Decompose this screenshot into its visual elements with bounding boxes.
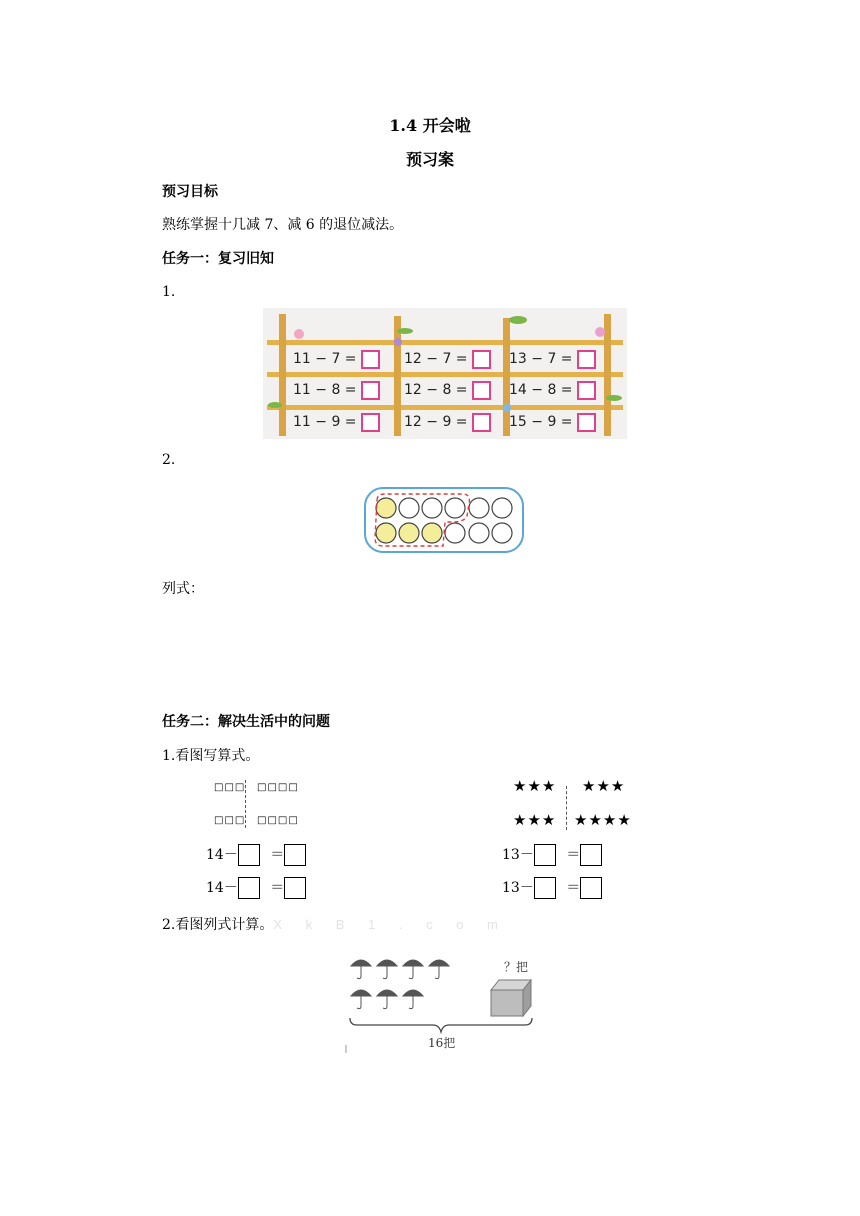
fence-equation: 11 − 7 = xyxy=(293,349,380,369)
fence-equation: 12 − 9 = xyxy=(404,412,491,432)
fence-equation: 14 − 8 = xyxy=(509,380,596,400)
expression-row: 13－ ＝ xyxy=(502,844,602,866)
task1-q2-label: 2. xyxy=(162,452,176,468)
task2-q2-label: 2.看图列式计算。X k B 1 . c o m xyxy=(162,917,508,933)
answer-box[interactable] xyxy=(577,381,596,400)
umbrella-icon xyxy=(377,990,397,1009)
divider xyxy=(566,786,567,830)
answer-box[interactable] xyxy=(472,350,491,369)
answer-box[interactable] xyxy=(361,350,380,369)
question-label: ？把 xyxy=(504,960,529,974)
expression-row: 13－ ＝ xyxy=(502,877,602,899)
task2-q1-label: 1.看图写算式。 xyxy=(162,748,260,764)
fence-equation: 15 − 9 = xyxy=(509,412,596,432)
fence-equation: 11 − 8 = xyxy=(293,380,380,400)
answer-box[interactable] xyxy=(577,413,596,432)
answer-box[interactable] xyxy=(534,877,556,899)
counter-frame-illustration xyxy=(363,486,525,554)
goal-heading: 预习目标 xyxy=(162,184,218,200)
lesson-subtitle: 预习案 xyxy=(405,150,454,169)
box-icon xyxy=(491,980,531,1016)
fence-equation: 12 − 7 = xyxy=(404,349,491,369)
formula-label: 列式： xyxy=(162,581,204,597)
lesson-title: 1.4 开会啦 xyxy=(389,116,471,135)
answer-box[interactable] xyxy=(534,844,556,866)
fence-equation: 12 − 8 = xyxy=(404,380,491,400)
square-group: □□□ xyxy=(214,815,246,826)
star-group: ★★★ xyxy=(582,777,626,795)
umbrella-icon xyxy=(403,990,423,1009)
fence-equation: 11 − 9 = xyxy=(293,412,380,432)
expression-row: 14－ ＝ xyxy=(206,877,306,899)
expression-row: 14－ ＝ xyxy=(206,844,306,866)
umbrella-icon xyxy=(351,990,371,1009)
watermark: X k B 1 . c o m xyxy=(273,917,508,932)
square-group: □□□ xyxy=(214,782,246,793)
answer-box[interactable] xyxy=(284,877,306,899)
fence-illustration xyxy=(263,308,627,439)
answer-box[interactable] xyxy=(577,350,596,369)
answer-box[interactable] xyxy=(238,877,260,899)
total-label: 16把 xyxy=(428,1036,456,1050)
answer-box[interactable] xyxy=(580,844,602,866)
answer-box[interactable] xyxy=(284,844,306,866)
answer-box[interactable] xyxy=(580,877,602,899)
star-group: ★★★★ xyxy=(574,811,632,829)
fence-equation: 13 − 7 = xyxy=(509,349,596,369)
goal-text: 熟练掌握十几减 7、减 6 的退位减法。 xyxy=(162,217,404,233)
umbrella-icon xyxy=(403,960,423,979)
answer-box[interactable] xyxy=(472,381,491,400)
answer-box[interactable] xyxy=(361,381,380,400)
square-group: □□□□ xyxy=(257,782,299,793)
star-group: ★★★ xyxy=(513,811,557,829)
umbrella-icon xyxy=(377,960,397,979)
task2-heading: 任务二：解决生活中的问题 xyxy=(162,714,330,730)
answer-box[interactable] xyxy=(472,413,491,432)
answer-box[interactable] xyxy=(238,844,260,866)
task1-q1-label: 1. xyxy=(162,284,176,300)
answer-box[interactable] xyxy=(361,413,380,432)
umbrella-icon xyxy=(351,960,371,979)
divider xyxy=(245,780,246,828)
umbrella-icon xyxy=(429,960,449,979)
star-group: ★★★ xyxy=(513,777,557,795)
task1-heading: 任务一：复习旧知 xyxy=(162,251,274,267)
square-group: □□□□ xyxy=(257,815,299,826)
brace xyxy=(350,1018,532,1032)
